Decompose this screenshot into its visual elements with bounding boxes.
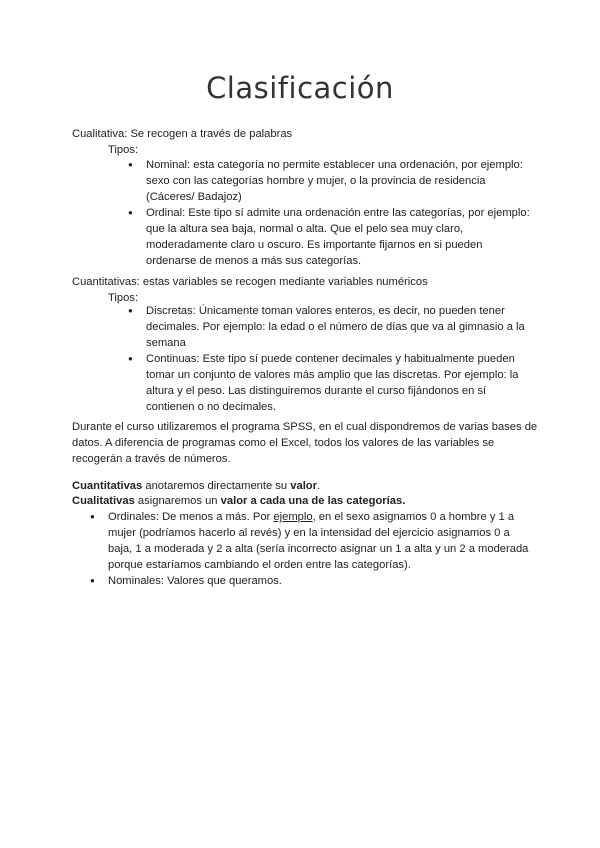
list-item-discretas: ● Discretas: Únicamente toman valores enteros, es decir, no pueden tener decimales. Por ejemplo: la edad o el número de días que va al gimnasio a la semana (128, 303, 533, 351)
cuantitativa-heading: Cuantitativas: estas variables se recogen mediante variables numéricos (72, 276, 428, 288)
period: . (317, 480, 321, 492)
list-item-nominal: ● Nominal: esta categoría no permite establecer una ordenación, por ejemplo: sexo con las categorías hombre y mujer, o la provincia de residencia (Cáceres/ Badajoz) (128, 157, 533, 205)
list-item-continuas: ● Continuas: Este tipo sí puede contener decimales y habitualmente pueden tomar un conjunto de valores más amplio que las discretas. Por ejemplo: la altura y el peso. Las distinguiremos durante el curso fijándonos en sí contienen o no decimales. (128, 351, 533, 415)
cualitativa-types-list (128, 157, 533, 269)
cualitativa-heading: Cualitativa: Se recogen a través de palabras (72, 128, 293, 140)
cuantitativas-bold: Cuantitativas (72, 480, 143, 492)
valor-categorias-bold: valor a cada una de las categorías. (220, 495, 406, 507)
cuantitativas-coding-line (72, 478, 542, 494)
list-item-nominales: ● Nominales: Valores que queramos. (90, 573, 530, 589)
cuantitativas-text: anotaremos directamente su (142, 480, 291, 492)
ordinales-text-start: Ordinales: De menos a más. Por (108, 511, 274, 523)
cualitativas-coding-line (72, 493, 542, 509)
page-title: Clasificación (206, 71, 394, 105)
list-item-ordinal: ● Ordinal: Este tipo sí admite una ordenación entre las categorías, por ejemplo: que la altura sea baja, normal o alta. Que el pelo sea muy claro, moderadamente claro u oscuro. Es importante fijarnos en si pueden ordenarse de menos a más sus categorías. (128, 205, 533, 269)
list-item-ordinales (90, 509, 530, 573)
spss-paragraph: Durante el curso utilizaremos el programa SPSS, en el cual dispondremos de varias bases de datos. A diferencia de programas como el Excel, todos los valores de las variables se recogerán a través de números. (72, 421, 538, 465)
cuantitativa-tipos-label: Tipos: (108, 292, 139, 304)
cualitativa-tipos-label: Tipos: (108, 144, 139, 156)
ejemplo-underlined: ejemplo (273, 511, 313, 523)
cualitativas-text: asignaremos un (134, 495, 221, 507)
cuantitativa-types-list (128, 303, 533, 415)
cualitativas-bold: Cualitativas (72, 495, 135, 507)
ordinales-text-end: , en el sexo asignamos 0 a hombre y 1 a mujer (podríamos hacerlo al revés) y en la intensidad del ejercicio asignamos 0 a baja, 1 a moderada y 2 a alta (sería incorrecto asignar un 1 a alta y un 2 a moderada porque estaríamos cambiando el orden entre las categorías). (108, 511, 529, 571)
codificacion-list (90, 509, 530, 589)
valor-bold: valor (290, 480, 317, 492)
